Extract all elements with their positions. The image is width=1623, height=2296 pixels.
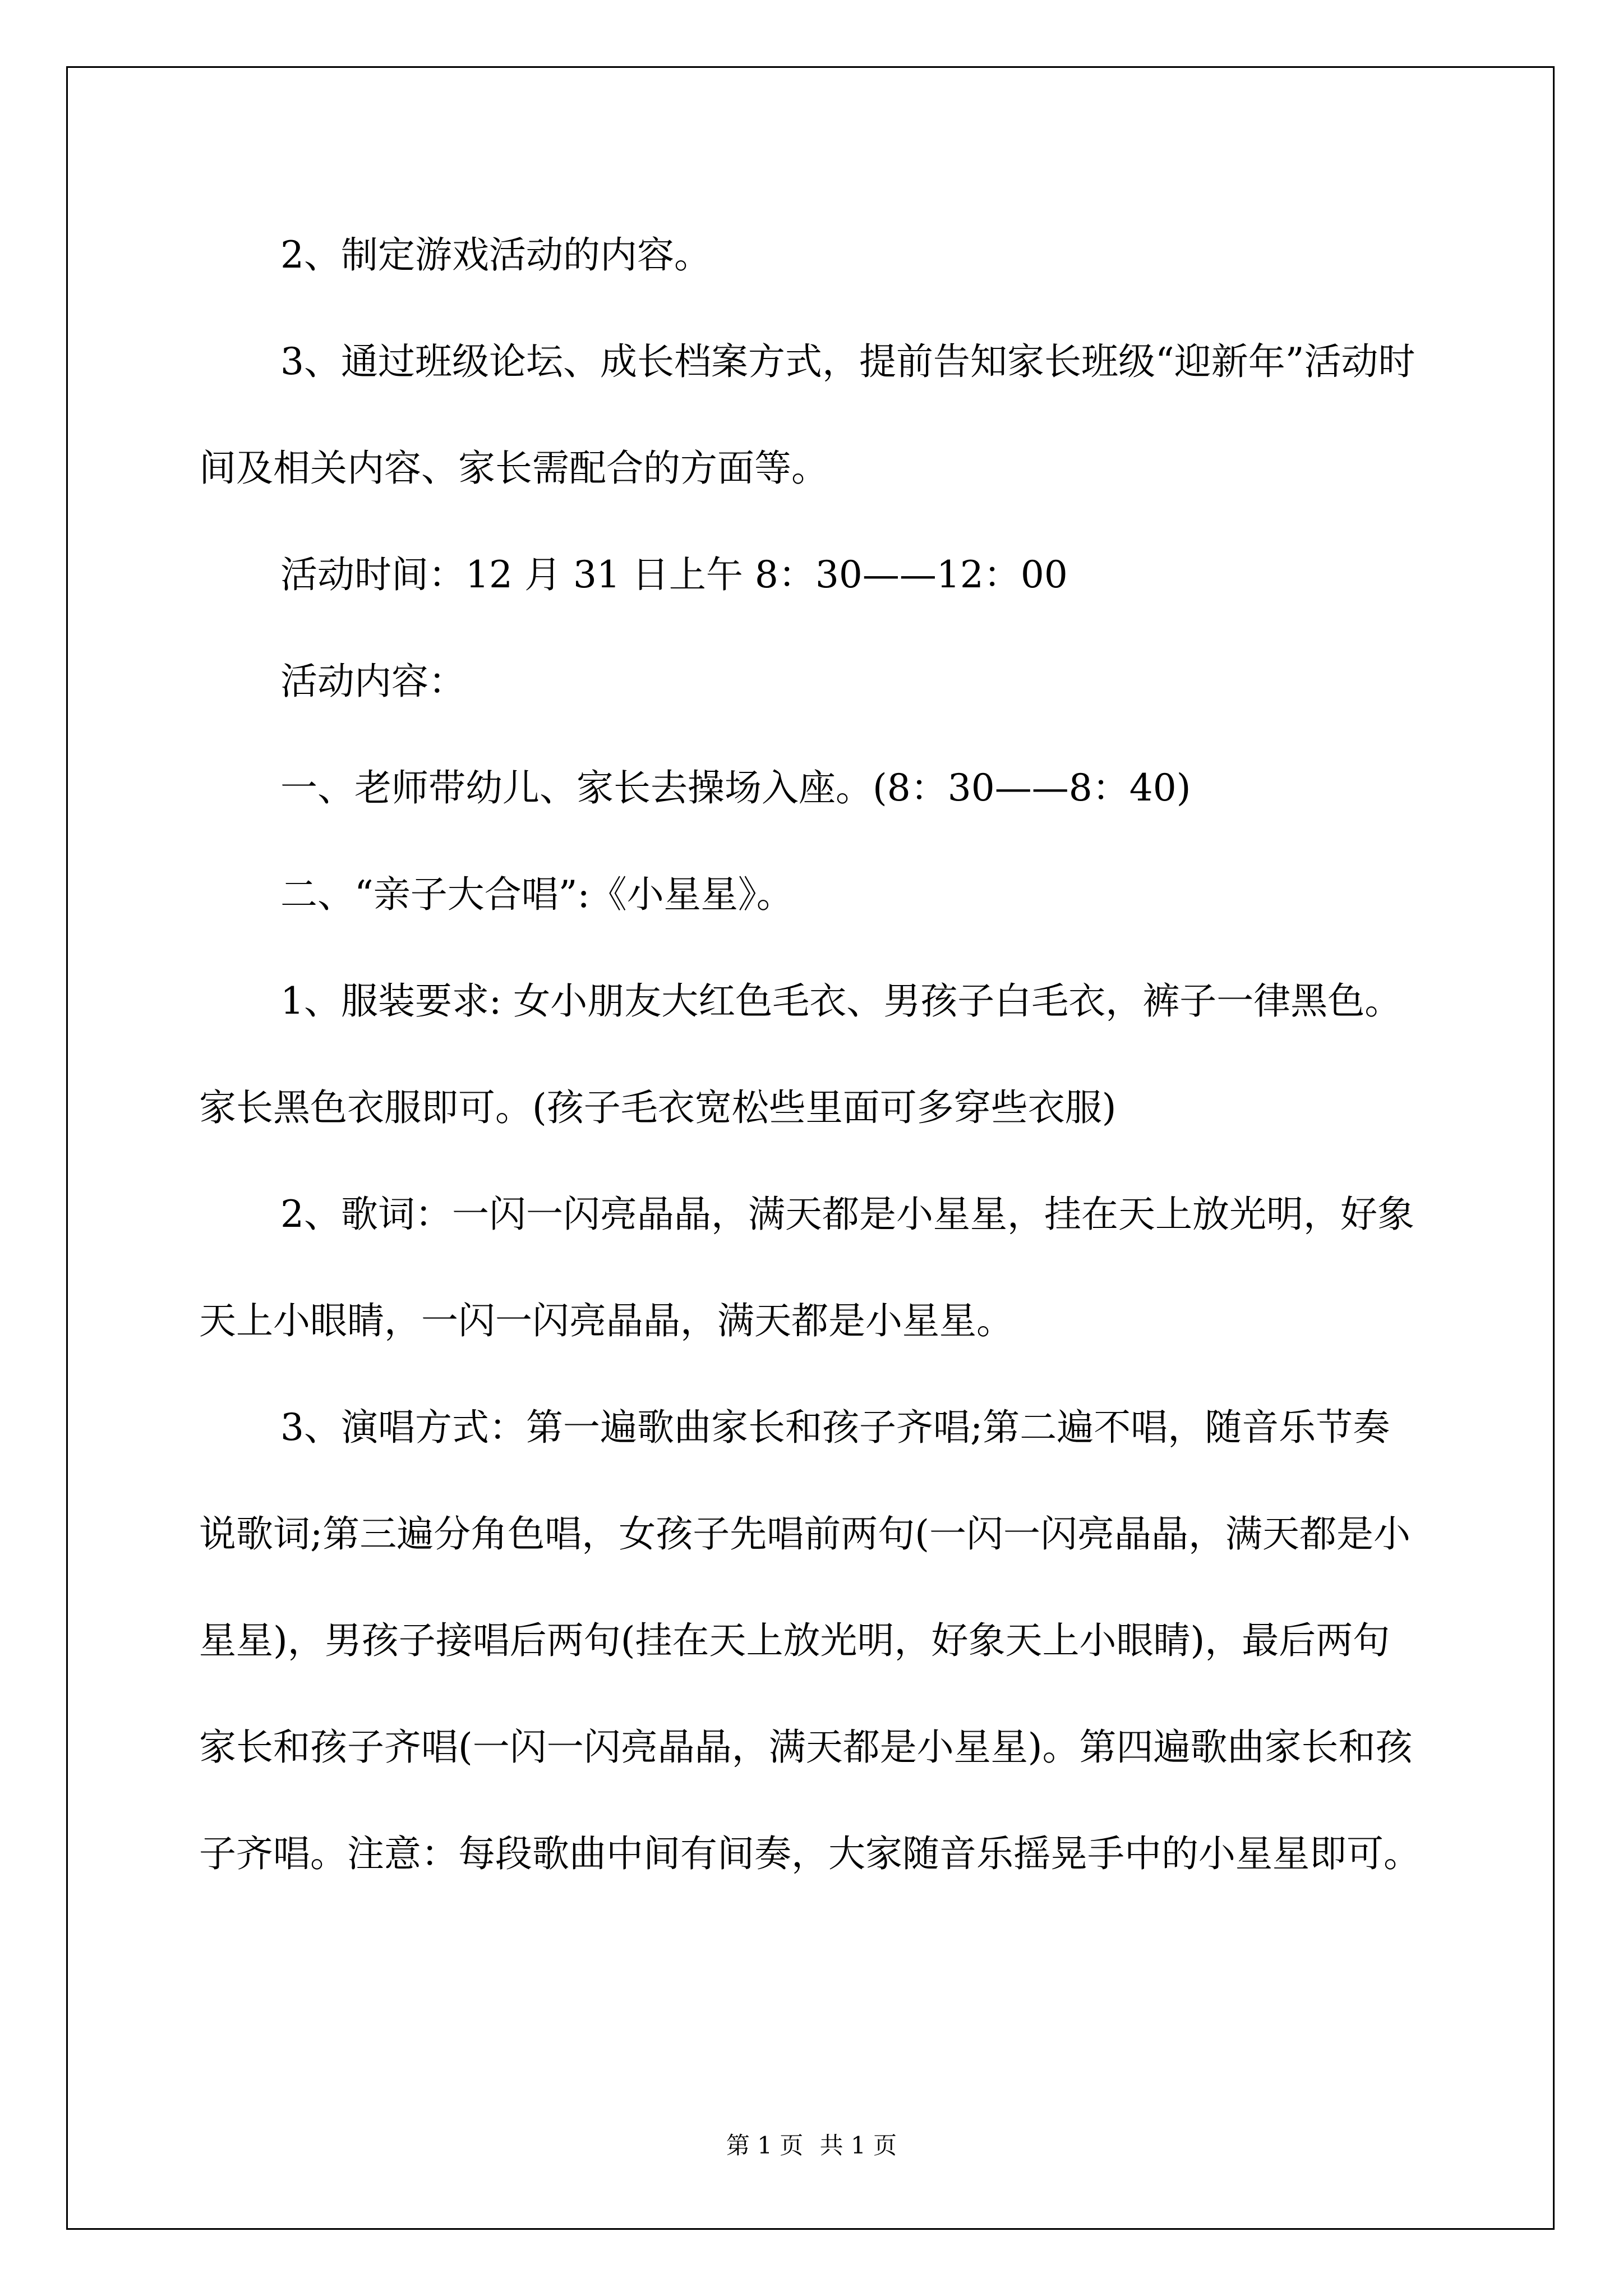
paragraph: 活动时间：12 月 31 日上午 8：30——12：00 [280, 553, 1068, 596]
paragraph: 3、通过班级论坛、成长档案方式，提前告知家长班级“迎新年”活动时间及相关内容、家长需配合的方面等。 [199, 340, 1415, 490]
document-body [199, 202, 1422, 1907]
paragraph: 活动内容： [280, 660, 465, 703]
page-number-current: 第 1 页 [726, 2132, 804, 2159]
page-number-total: 共 1 页 [819, 2132, 897, 2159]
page-footer [0, 2129, 1623, 2162]
paragraph: 3、演唱方式：第一遍歌曲家长和孩子齐唱;第二遍不唱，随音乐节奏说歌词;第三遍分角色唱，女孩子先唱前两句(一闪一闪亮晶晶，满天都是小星星)，男孩子接唱后两句(挂在天上放光明，好象天上小眼睛)，最后两句家长和孩子齐唱(一闪一闪亮晶晶，满天都是小星星)。第四遍歌曲家长和孩子齐唱。注意：每段歌曲中间有间奏，大家随音乐摇晃手中的小星星即可。 [199, 1406, 1421, 1875]
paragraph: 2、制定游戏活动的内容。 [280, 233, 711, 277]
paragraph: 2、歌词：一闪一闪亮晶晶，满天都是小星星，挂在天上放光明，好象天上小眼睛，一闪一闪亮晶晶，满天都是小星星。 [199, 1193, 1414, 1342]
paragraph: 一、老师带幼儿、家长去操场入座。(8：30——8：40) [280, 766, 1191, 809]
paragraph: 1、服装要求: 女小朋友大红色毛衣、男孩子白毛衣，裤子一律黑色。家长黑色衣服即可。(孩子毛衣宽松些里面可多穿些衣服) [199, 979, 1402, 1129]
paragraph: 二、“亲子大合唱”:《小星星》。 [280, 873, 794, 916]
